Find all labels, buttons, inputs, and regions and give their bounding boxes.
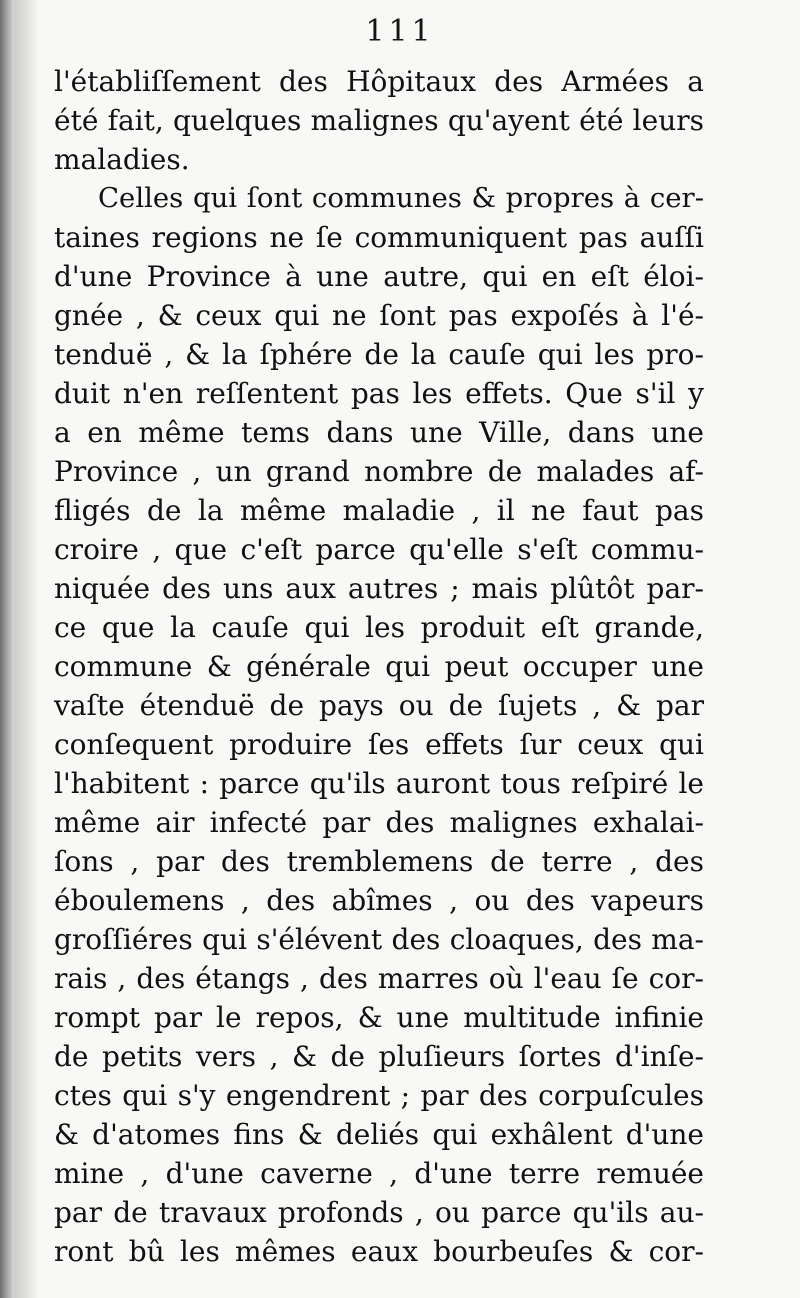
text-line: ſons , par des tremblemens de terre , des (54, 845, 704, 878)
text-line: mine , d'une caverne , d'une terre remuée (54, 1157, 704, 1190)
text-line: gnée , & ceux qui ne ſont pas expoſés à l'é- (54, 299, 704, 332)
text-line: fligés de la même maladie , il ne faut pas (54, 494, 704, 527)
text-line: niquée des uns aux autres ; mais plûtôt par- (54, 572, 704, 605)
text-line: été fait, quelques malignes qu'ayent été leurs (54, 104, 704, 137)
binding-shadow (14, 0, 40, 1298)
text-line: maladies. (54, 143, 190, 176)
text-line: commune & générale qui peut occuper une (54, 650, 704, 683)
text-line: vaſte étenduë de pays ou de ſujets , & par (54, 689, 704, 722)
text-line: l'habitent : parce qu'ils auront tous reſpiré le (54, 767, 704, 800)
text-line: éboulemens , des abîmes , ou des vapeurs (54, 884, 704, 917)
binding-gutter (0, 0, 14, 1298)
text-line: rompt par le repos, & une multitude infinie (54, 1001, 704, 1034)
text-line: duit n'en reſſentent pas les effets. Que s'il y (54, 377, 704, 410)
text-line: rais , des étangs , des marres où l'eau ſe cor- (54, 962, 704, 995)
text-line: ront bû les mêmes eaux bourbeuſes & cor- (54, 1235, 704, 1268)
text-line: même air infecté par des malignes exhalai- (54, 806, 704, 839)
text-line: & d'atomes fins & deliés qui exhâlent d'une (54, 1118, 704, 1151)
text-line: ce que la cauſe qui les produit eſt grande, (54, 611, 704, 644)
text-line: tenduë , & la ſphére de la cauſe qui les pro- (54, 338, 704, 371)
body-text (54, 62, 704, 1271)
text-line: taines regions ne ſe communiquent pas auſſi (54, 221, 704, 254)
text-line: Province , un grand nombre de malades af- (54, 455, 704, 488)
page-number: 111 (365, 14, 435, 49)
text-line: l'établiſſement des Hôpitaux des Armées a (54, 65, 704, 98)
text-line: a en même tems dans une Ville, dans une (54, 416, 704, 449)
text-line: conſequent produire ſes effets ſur ceux qui (54, 728, 704, 761)
text-line: par de travaux profonds , ou parce qu'ils au- (54, 1196, 704, 1229)
text-line: ctes qui s'y engendrent ; par des corpuſcules (54, 1079, 704, 1112)
text-line: croire , que c'eſt parce qu'elle s'eſt commu- (54, 533, 704, 566)
text-line: groſſiéres qui s'élévent des cloaques, des ma- (54, 923, 704, 956)
paragraph-first-line: Celles qui ſont communes & propres à cer- (98, 182, 704, 214)
text-line: de petits vers , & de pluſieurs ſortes d'inſe- (54, 1040, 704, 1073)
text-line: d'une Province à une autre, qui en eſt éloi- (54, 260, 704, 293)
